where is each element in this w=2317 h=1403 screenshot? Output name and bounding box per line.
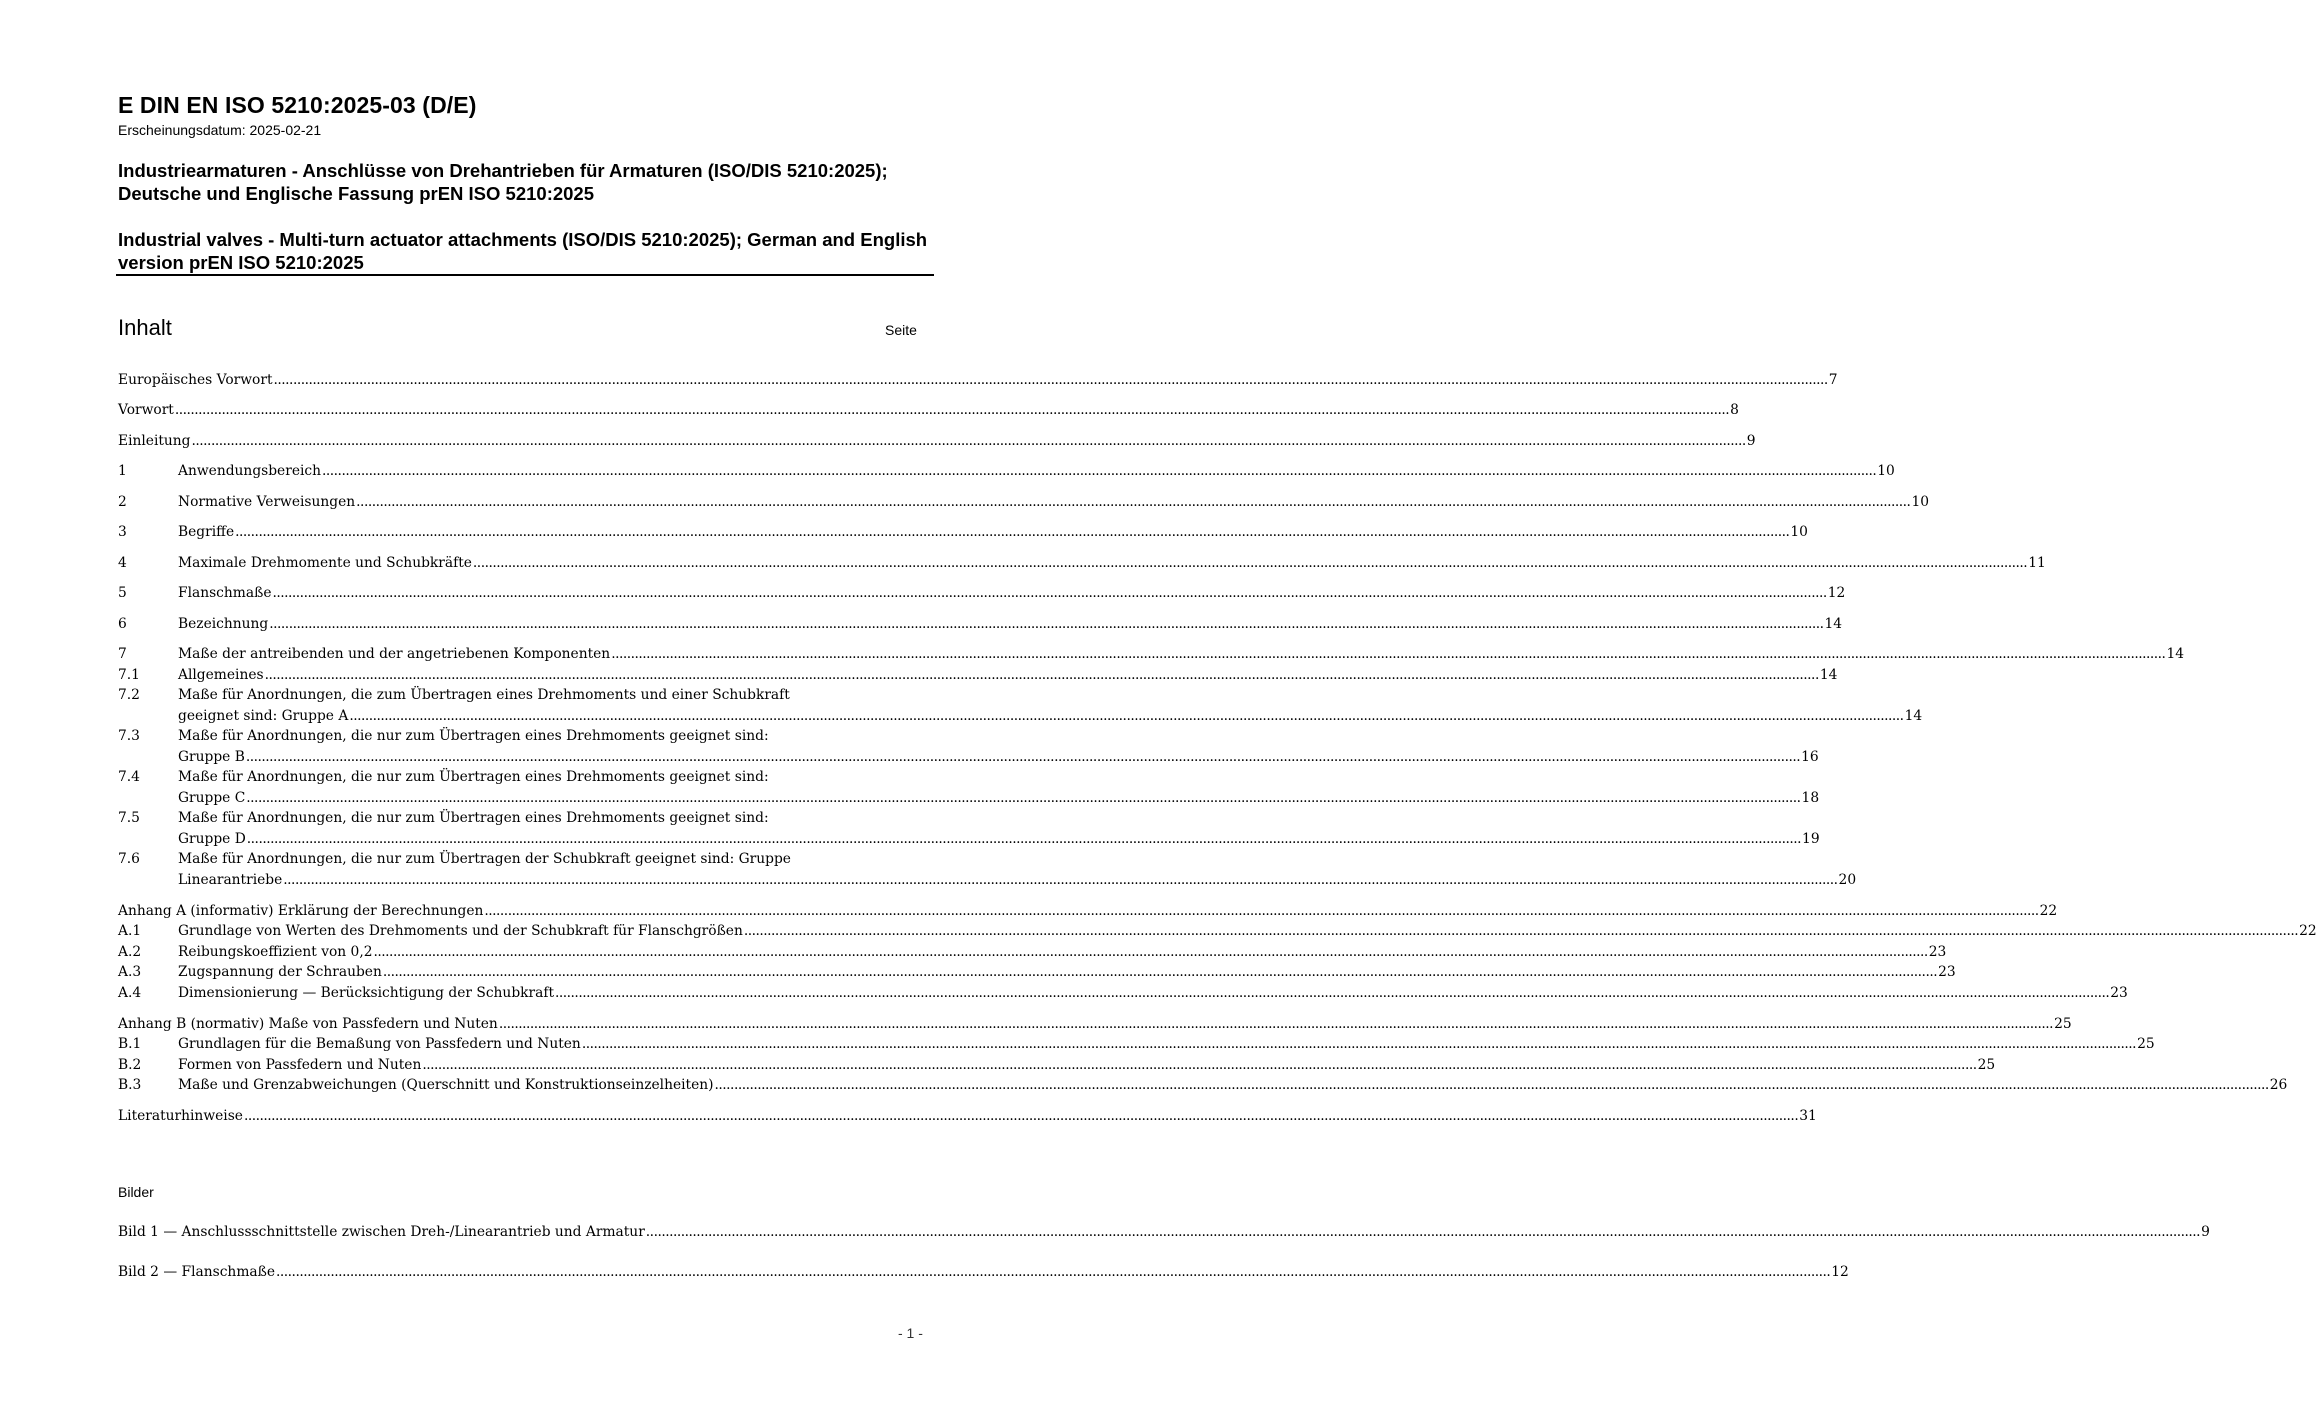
toc-entry-page: 23 <box>1938 964 1956 980</box>
toc-entry-page: 7 <box>1828 372 1838 388</box>
toc-entry-page: 26 <box>2269 1077 2288 1093</box>
toc-leader-dots: ................................................................................................................................................................................................................................................................................................................................................................................................................ <box>272 585 1827 601</box>
toc-entry[interactable] <box>118 829 1820 850</box>
toc-leader-dots: ................................................................................................................................................................................................................................................................................................................................................................................................................ <box>581 1036 2137 1052</box>
toc-leader-dots: ................................................................................................................................................................................................................................................................................................................................................................................................................ <box>246 830 1802 847</box>
toc-entry-number-line <box>118 767 930 788</box>
toc-entry[interactable] <box>118 644 2185 665</box>
toc-entry[interactable] <box>118 492 1929 513</box>
toc-entry-page: 14 <box>1824 616 1843 632</box>
toc-leader-dots: ................................................................................................................................................................................................................................................................................................................................................................................................................ <box>245 748 1801 765</box>
toc-entry-title: Anwendungsbereich <box>178 463 322 479</box>
toc-entry[interactable] <box>118 614 1843 635</box>
toc-entry-title: Literaturhinweise <box>118 1108 243 1124</box>
toc-entry-page: 10 <box>1877 463 1895 479</box>
toc-entry-title: Gruppe B <box>178 748 245 765</box>
toc-entry-page: 12 <box>1827 585 1846 601</box>
toc-entry[interactable] <box>118 788 1820 809</box>
toc-leader-dots: ................................................................................................................................................................................................................................................................................................................................................................................................................ <box>322 463 1877 479</box>
toc-entry-number: 7 <box>118 646 127 662</box>
toc-leader-dots: ................................................................................................................................................................................................................................................................................................................................................................................................................ <box>743 923 2299 939</box>
toc-leader-dots: ................................................................................................................................................................................................................................................................................................................................................................................................................ <box>269 616 1824 632</box>
toc-entry-number: 7.6 <box>118 851 140 867</box>
toc-entry-page: 9 <box>1746 433 1756 449</box>
toc-entry-number: A.3 <box>118 964 142 980</box>
toc-entry-page: 20 <box>1838 871 1857 888</box>
toc-entry-page: 16 <box>1801 748 1819 765</box>
toc-entry-title: Begriffe <box>178 524 235 540</box>
toc-entry-page: 10 <box>1911 494 1929 510</box>
toc-entry-page: 25 <box>2137 1036 2155 1052</box>
toc-entry-number: 5 <box>118 585 127 601</box>
toc-entry[interactable] <box>118 522 1808 543</box>
toc-entry[interactable] <box>118 1014 2072 1035</box>
toc-leader-dots: ................................................................................................................................................................................................................................................................................................................................................................................................................ <box>273 372 1828 388</box>
toc-entry[interactable] <box>118 901 2058 922</box>
figure-entry-page: 9 <box>2201 1224 2210 1240</box>
toc-entry-title: Maße und Grenzabweichungen (Querschnitt und Konstruktionseinzelheiten) <box>178 1077 714 1093</box>
page-number: - 1 - <box>898 1325 923 1341</box>
toc-entry-number: 7.1 <box>118 667 140 683</box>
toc-leader-dots: ................................................................................................................................................................................................................................................................................................................................................................................................................ <box>472 555 2028 571</box>
toc-entry-page: 14 <box>2166 646 2185 662</box>
toc-entry[interactable] <box>118 1106 1817 1127</box>
toc-leader-dots: ................................................................................................................................................................................................................................................................................................................................................................................................................ <box>243 1108 1799 1124</box>
toc-entry-number: A.2 <box>118 944 142 960</box>
toc-entry-number: 3 <box>118 524 127 540</box>
toc-leader-dots: ................................................................................................................................................................................................................................................................................................................................................................................................................ <box>356 494 1911 510</box>
toc-entry-title: Dimensionierung — Berücksichtigung der Schubkraft <box>178 985 554 1001</box>
toc-entry-title: Flanschmaße <box>178 585 272 601</box>
toc-entry[interactable] <box>118 1055 1996 1076</box>
toc-entry-number: 4 <box>118 555 127 571</box>
toc-entry[interactable] <box>118 942 1947 963</box>
toc-entry-title-line1: Maße für Anordnungen, die nur zum Übertragen eines Drehmoments geeignet sind: <box>178 810 769 826</box>
toc-entry-title: Linearantriebe <box>178 871 283 888</box>
toc-entry-page: 14 <box>1819 667 1838 683</box>
toc-entry-number: 7.5 <box>118 810 140 826</box>
title-divider <box>116 274 934 276</box>
toc-leader-dots: ................................................................................................................................................................................................................................................................................................................................................................................................................ <box>174 402 1730 418</box>
toc-entry-page: 23 <box>1928 944 1947 960</box>
toc-entry-title-line1: Maße für Anordnungen, die nur zum Übertragen der Schubkraft geeignet sind: Gruppe <box>178 851 791 867</box>
toc-entry-title: geeignet sind: Gruppe A <box>178 707 349 724</box>
toc-leader-dots: ................................................................................................................................................................................................................................................................................................................................................................................................................ <box>382 964 1938 980</box>
toc-entry-number: 7.3 <box>118 728 140 744</box>
toc-entry[interactable] <box>118 461 1895 482</box>
toc-entry-page: 23 <box>2110 985 2128 1001</box>
figure-entry[interactable] <box>118 1262 1849 1283</box>
toc-entry-title: Vorwort <box>118 402 174 418</box>
figure-entry-title: Bild 1 — Anschlussschnittstelle zwischen Dreh-/Linearantrieb und Armatur <box>118 1224 645 1240</box>
toc-leader-dots: ................................................................................................................................................................................................................................................................................................................................................................................................................ <box>191 433 1746 449</box>
toc-entry[interactable] <box>118 1075 2288 1096</box>
toc-entry-page: 25 <box>2054 1016 2072 1032</box>
toc-entry-title: Grundlagen für die Bemaßung von Passfedern und Nuten <box>178 1036 581 1052</box>
toc-entry-title: Grundlage von Werten des Drehmoments und der Schubkraft für Flanschgrößen <box>178 923 743 939</box>
toc-entry[interactable] <box>118 583 1846 604</box>
toc-entry-number: 7.2 <box>118 687 140 703</box>
toc-leader-dots: ................................................................................................................................................................................................................................................................................................................................................................................................................ <box>555 985 2110 1001</box>
toc-entry-page: 11 <box>2028 555 2046 571</box>
title-german: Industriearmaturen - Anschlüsse von Drehantrieben für Armaturen (ISO/DIS 5210:2025); Deutsche und Englische Fassung prEN ISO 5210:2025 <box>118 160 888 204</box>
toc-entry-title: Zugspannung der Schrauben <box>178 964 382 980</box>
figure-leader-dots: ................................................................................................................................................................................................................................................................................................................................................................................................................ <box>645 1224 2201 1240</box>
toc-entry-number: 7.4 <box>118 769 140 785</box>
figure-entry-title: Bild 2 — Flanschmaße <box>118 1264 276 1280</box>
toc-entry[interactable] <box>118 706 1923 727</box>
toc-entry-title: Normative Verweisungen <box>178 494 356 510</box>
toc-entry[interactable] <box>118 431 1756 452</box>
toc-leader-dots: ................................................................................................................................................................................................................................................................................................................................................................................................................ <box>235 524 1790 540</box>
publication-date: Erscheinungsdatum: 2025-02-21 <box>118 122 322 138</box>
toc-entry-number: 1 <box>118 463 127 479</box>
figure-leader-dots: ................................................................................................................................................................................................................................................................................................................................................................................................................ <box>276 1264 1831 1280</box>
toc-entry[interactable] <box>118 400 1739 421</box>
toc-leader-dots: ................................................................................................................................................................................................................................................................................................................................................................................................................ <box>349 707 1904 724</box>
toc-entry[interactable] <box>118 921 2317 942</box>
figure-entry-page: 12 <box>1831 1264 1849 1280</box>
toc-entry-title-line1: Maße für Anordnungen, die zum Übertragen eines Drehmoments und einer Schubkraft <box>178 687 790 703</box>
toc-entry[interactable] <box>118 553 2046 574</box>
toc-entry[interactable] <box>118 983 2128 1004</box>
toc-entry-page: 25 <box>1977 1057 1996 1073</box>
document-title: E DIN EN ISO 5210:2025-03 (D/E) <box>118 92 477 118</box>
toc-entry-page: 8 <box>1730 402 1739 418</box>
toc-leader-dots: ................................................................................................................................................................................................................................................................................................................................................................................................................ <box>246 789 1801 806</box>
figures-heading: Bilder <box>118 1184 154 1200</box>
figure-entry[interactable] <box>118 1222 2210 1243</box>
toc-entry-number: B.3 <box>118 1077 142 1093</box>
toc-entry-number: B.2 <box>118 1057 142 1073</box>
toc-entry-title: Reibungskoeffizient von 0,2 <box>178 944 373 960</box>
toc-entry-number: B.1 <box>118 1036 142 1052</box>
toc-entry-page: 22 <box>2039 903 2058 919</box>
toc-entry-title: Gruppe D <box>178 830 246 847</box>
toc-entry-title: Anhang B (normativ) Maße von Passfedern und Nuten <box>118 1016 498 1032</box>
toc-entry-title: Gruppe C <box>178 789 246 806</box>
title-english: Industrial valves - Multi-turn actuator attachments (ISO/DIS 5210:2025); German and English version prEN ISO 5210:2025 <box>118 229 928 273</box>
toc-entry-page: 31 <box>1799 1108 1817 1124</box>
toc-leader-dots: ................................................................................................................................................................................................................................................................................................................................................................................................................ <box>264 667 1819 683</box>
toc-entry-title: Bezeichnung <box>178 616 269 632</box>
toc-entry-title: Maße der antreibenden und der angetriebenen Komponenten <box>178 646 611 662</box>
toc-entry-title: Anhang A (informativ) Erklärung der Berechnungen <box>118 903 484 919</box>
toc-entry-number-line <box>118 685 930 706</box>
toc-entry[interactable] <box>118 370 1838 391</box>
toc-entry-number: A.1 <box>118 923 142 939</box>
toc-entry-number-line <box>118 808 930 829</box>
toc-entry-number: 2 <box>118 494 127 510</box>
toc-entry[interactable] <box>118 870 1857 891</box>
toc-entry-page: 10 <box>1790 524 1808 540</box>
toc-leader-dots: ................................................................................................................................................................................................................................................................................................................................................................................................................ <box>422 1057 1977 1073</box>
toc-entry-number-line <box>118 849 930 870</box>
toc-heading: Inhalt <box>118 315 172 340</box>
toc-entry-title: Europäisches Vorwort <box>118 372 273 388</box>
toc-entry[interactable] <box>118 1034 2155 1055</box>
toc-entry-page: 18 <box>1801 789 1820 806</box>
toc-entry-page: 19 <box>1802 830 1820 847</box>
toc-entry-title: Formen von Passfedern und Nuten <box>178 1057 422 1073</box>
toc-entry-number-line <box>118 726 930 747</box>
toc-leader-dots: ................................................................................................................................................................................................................................................................................................................................................................................................................ <box>714 1077 2269 1093</box>
toc-entry-number: A.4 <box>118 985 142 1001</box>
toc-entry[interactable] <box>118 665 1838 686</box>
toc-entry[interactable] <box>118 962 1956 983</box>
toc-leader-dots: ................................................................................................................................................................................................................................................................................................................................................................................................................ <box>373 944 1928 960</box>
toc-entry-number: 6 <box>118 616 127 632</box>
toc-entry[interactable] <box>118 747 1819 768</box>
toc-entry-title: Allgemeines <box>178 667 264 683</box>
toc-entry-title-line1: Maße für Anordnungen, die nur zum Übertragen eines Drehmoments geeignet sind: <box>178 769 769 785</box>
toc-leader-dots: ................................................................................................................................................................................................................................................................................................................................................................................................................ <box>283 871 1838 888</box>
toc-leader-dots: ................................................................................................................................................................................................................................................................................................................................................................................................................ <box>611 646 2166 662</box>
toc-entry-title: Einleitung <box>118 433 191 449</box>
toc-leader-dots: ................................................................................................................................................................................................................................................................................................................................................................................................................ <box>498 1016 2054 1032</box>
toc-entry-title-line1: Maße für Anordnungen, die nur zum Übertragen eines Drehmoments geeignet sind: <box>178 728 769 744</box>
toc-entry-page: 14 <box>1904 707 1923 724</box>
toc-entry-page: 22 <box>2299 923 2317 939</box>
page-column-label: Seite <box>885 322 917 338</box>
toc-entry-title: Maximale Drehmomente und Schubkräfte <box>178 555 472 571</box>
toc-leader-dots: ................................................................................................................................................................................................................................................................................................................................................................................................................ <box>484 903 2039 919</box>
